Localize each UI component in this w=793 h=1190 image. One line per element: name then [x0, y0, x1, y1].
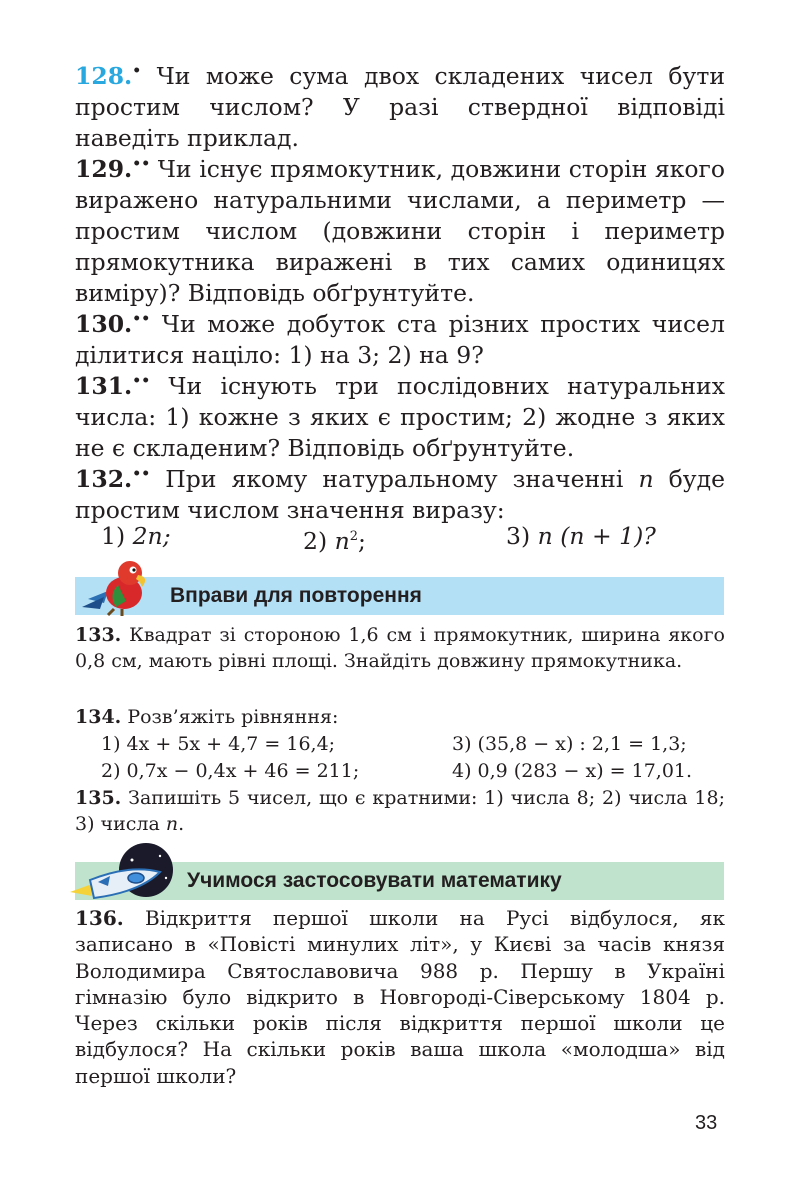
option-2 [303, 521, 366, 557]
variable-n: n [165, 813, 179, 835]
exercise-text-cont: буде простим числом значення виразу: [75, 465, 725, 524]
exercise-text: Розв’яжіть рівняння: [127, 706, 339, 728]
option-exponent: 2 [349, 529, 359, 544]
difficulty-mark: • [132, 63, 142, 79]
exercise-text: Квадрат зі стороною 1,6 см і прямокутник, ширина якого 0,8 см, мають рівні площі. Знайдіть довжину прямокутника. [75, 624, 725, 672]
exercise-129 [75, 149, 725, 309]
equation-4: 4) 0,9 (283 − x) = 17,01. [452, 760, 693, 782]
exercise-number: 135. [75, 787, 122, 809]
exercise-number: 128. [75, 62, 133, 90]
exercise-128 [75, 56, 725, 154]
variable-n: n [638, 465, 654, 493]
exercise-134 [75, 704, 725, 730]
option-label: 1) [101, 522, 126, 550]
exercise-text: Чи може добуток ста різних простих чисел ділитися націло: 1) на 3; 2) на 9? [75, 310, 725, 369]
exercise-text: Чи може сума двох складених чисел бути простим числом? У разі ствердної відповіді наведіть приклад. [75, 62, 725, 152]
exercise-number: 134. [75, 706, 122, 728]
exercise-135 [75, 785, 725, 837]
equation-2: 2) 0,7x − 0,4x + 46 = 211; [101, 760, 360, 782]
exercise-number: 131. [75, 372, 133, 400]
option-base: n [334, 526, 350, 555]
option-label: 3) [506, 522, 531, 550]
exercise-130 [75, 304, 725, 371]
exercise-text: Чи існують три послідовних натуральних числа: 1) кожне з яких є простим; 2) жодне з яких не є складеним? Відповідь обґрунтуйте. [75, 372, 725, 462]
option-3 [506, 521, 656, 552]
exercise-136 [75, 905, 725, 1089]
rocket-icon [70, 842, 182, 908]
section-review-header [75, 577, 724, 615]
exercise-132 [75, 459, 725, 526]
exercise-131 [75, 366, 725, 464]
equation-3: 3) (35,8 − x) : 2,1 = 1,3; [452, 733, 687, 755]
equation-1: 1) 4x + 5x + 4,7 = 16,4; [101, 733, 336, 755]
exercise-number: 132. [75, 465, 133, 493]
exercise-number: 133. [75, 624, 122, 646]
difficulty-mark: •• [132, 466, 151, 482]
exercise-number: 129. [75, 155, 133, 183]
exercise-number: 130. [75, 310, 133, 338]
difficulty-mark: •• [132, 311, 151, 327]
difficulty-mark: •• [132, 373, 151, 389]
exercise-number: 136. [75, 906, 124, 930]
option-1 [101, 521, 171, 552]
page-number: 33 [695, 1112, 718, 1134]
exercise-text: Відкриття першої школи на Русі відбулося, як записано в «Повісті минулих літ», у Києві за часів князя Володимира Святославовича 988 р. Першу в Україні гімназію було відкрито в Новгороді-Сіверському 1804 р. Через скільки років після відкриття першої школи це відбулося? На скільки років ваша школа «молодша» від першої школи? [75, 906, 726, 1088]
exercise-text: Чи існує прямокутник, довжини сторін якого виражено натуральними числами, а периметр — простим числом (довжини сторін і периметр прямокутника виражені в тих самих одиницях виміру)? Відповідь обґрунтуйте. [75, 155, 725, 307]
option-tail: ; [358, 526, 366, 555]
exercise-133 [75, 622, 725, 674]
option-expression: 2n; [132, 522, 171, 550]
option-label: 2) [303, 526, 328, 555]
option-expression: n (n + 1)? [537, 522, 656, 550]
exercise-text-end: . [178, 813, 185, 835]
exercise-text: Запишіть 5 чисел, що є кратними: 1) числа 8; 2) числа 18; 3) числа [75, 787, 725, 835]
exercise-text: При якому натуральному значенні [165, 465, 639, 493]
parrot-icon [78, 555, 156, 617]
difficulty-mark: •• [132, 156, 151, 172]
section-title: Учимося застосовувати математику [187, 869, 562, 892]
section-title: Вправи для повторення [170, 584, 422, 607]
